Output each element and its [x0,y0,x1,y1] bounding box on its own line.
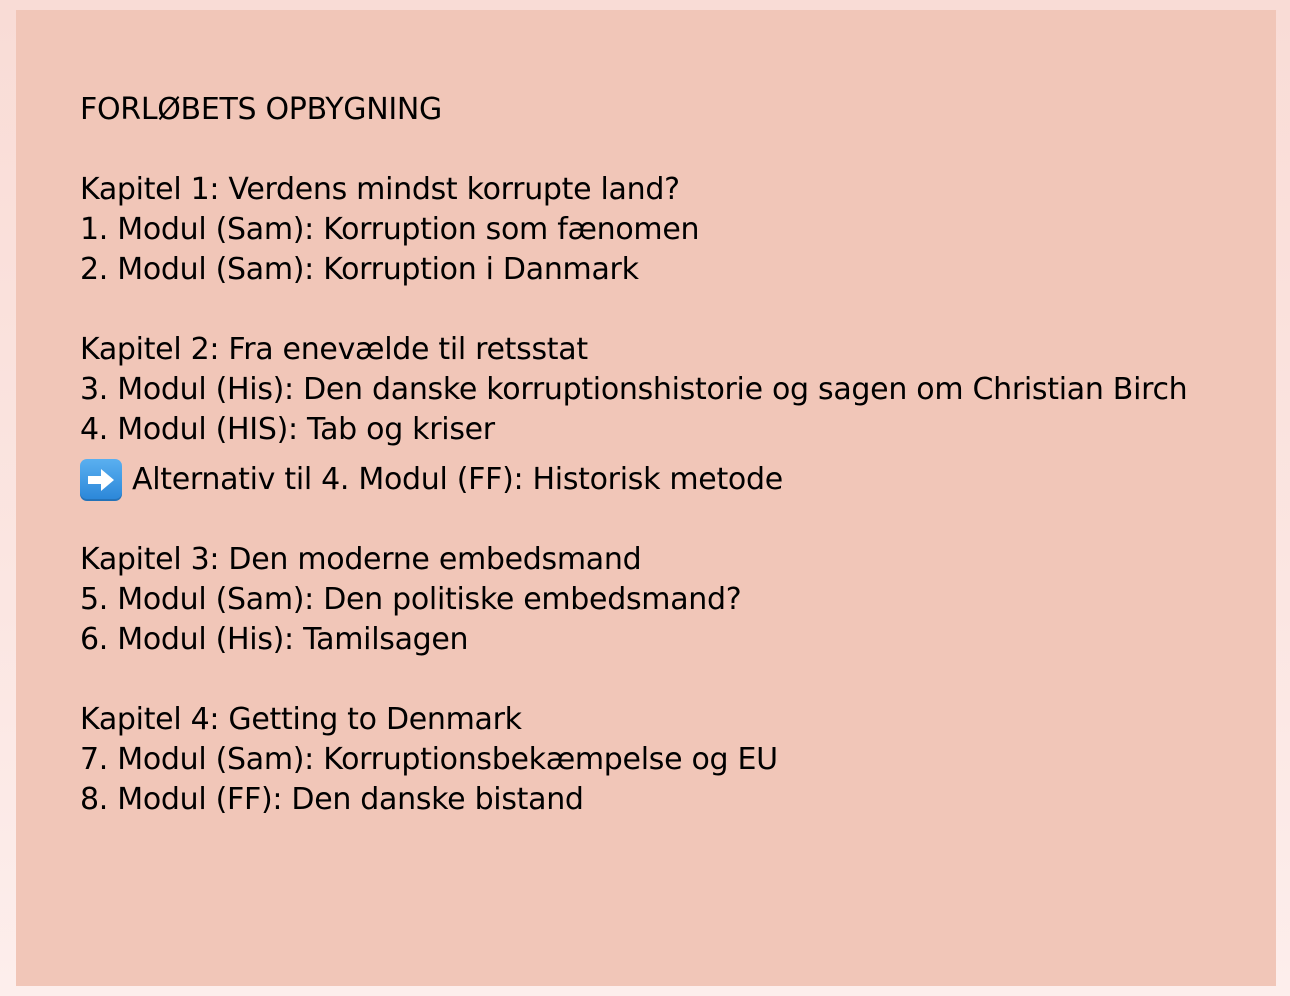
alternative-module-label: Alternativ til 4. Modul (FF): Historisk metode [132,462,783,497]
module-5: 5. Modul (Sam): Den politiske embedsmand? [80,582,742,617]
module-7: 7. Modul (Sam): Korruptionsbekæmpelse og EU [80,742,778,777]
right-arrow-icon [80,459,122,501]
spacer [80,450,1187,460]
chapter-3-heading: Kapitel 3: Den moderne embedsmand [80,542,642,577]
module-6: 6. Modul (His): Tamilsagen [80,622,469,657]
module-8: 8. Modul (FF): Den danske bistand [80,782,584,817]
chapter-4-heading: Kapitel 4: Getting to Denmark [80,702,522,737]
spacer [80,500,1187,540]
spacer [80,130,1187,170]
module-1: 1. Modul (Sam): Korruption som fænomen [80,212,700,247]
spacer [80,290,1187,330]
spacer [80,660,1187,700]
document-panel [16,10,1276,986]
module-2: 2. Modul (Sam): Korruption i Danmark [80,252,639,287]
course-outline [80,90,1187,820]
page-title: FORLØBETS OPBYGNING [80,92,442,127]
chapter-2-heading: Kapitel 2: Fra enevælde til retsstat [80,332,588,367]
alternative-module-4 [80,460,1187,500]
module-3: 3. Modul (His): Den danske korruptionshistorie og sagen om Christian Birch [80,372,1188,407]
module-4: 4. Modul (HIS): Tab og kriser [80,412,495,447]
chapter-1-heading: Kapitel 1: Verdens mindst korrupte land? [80,172,680,207]
